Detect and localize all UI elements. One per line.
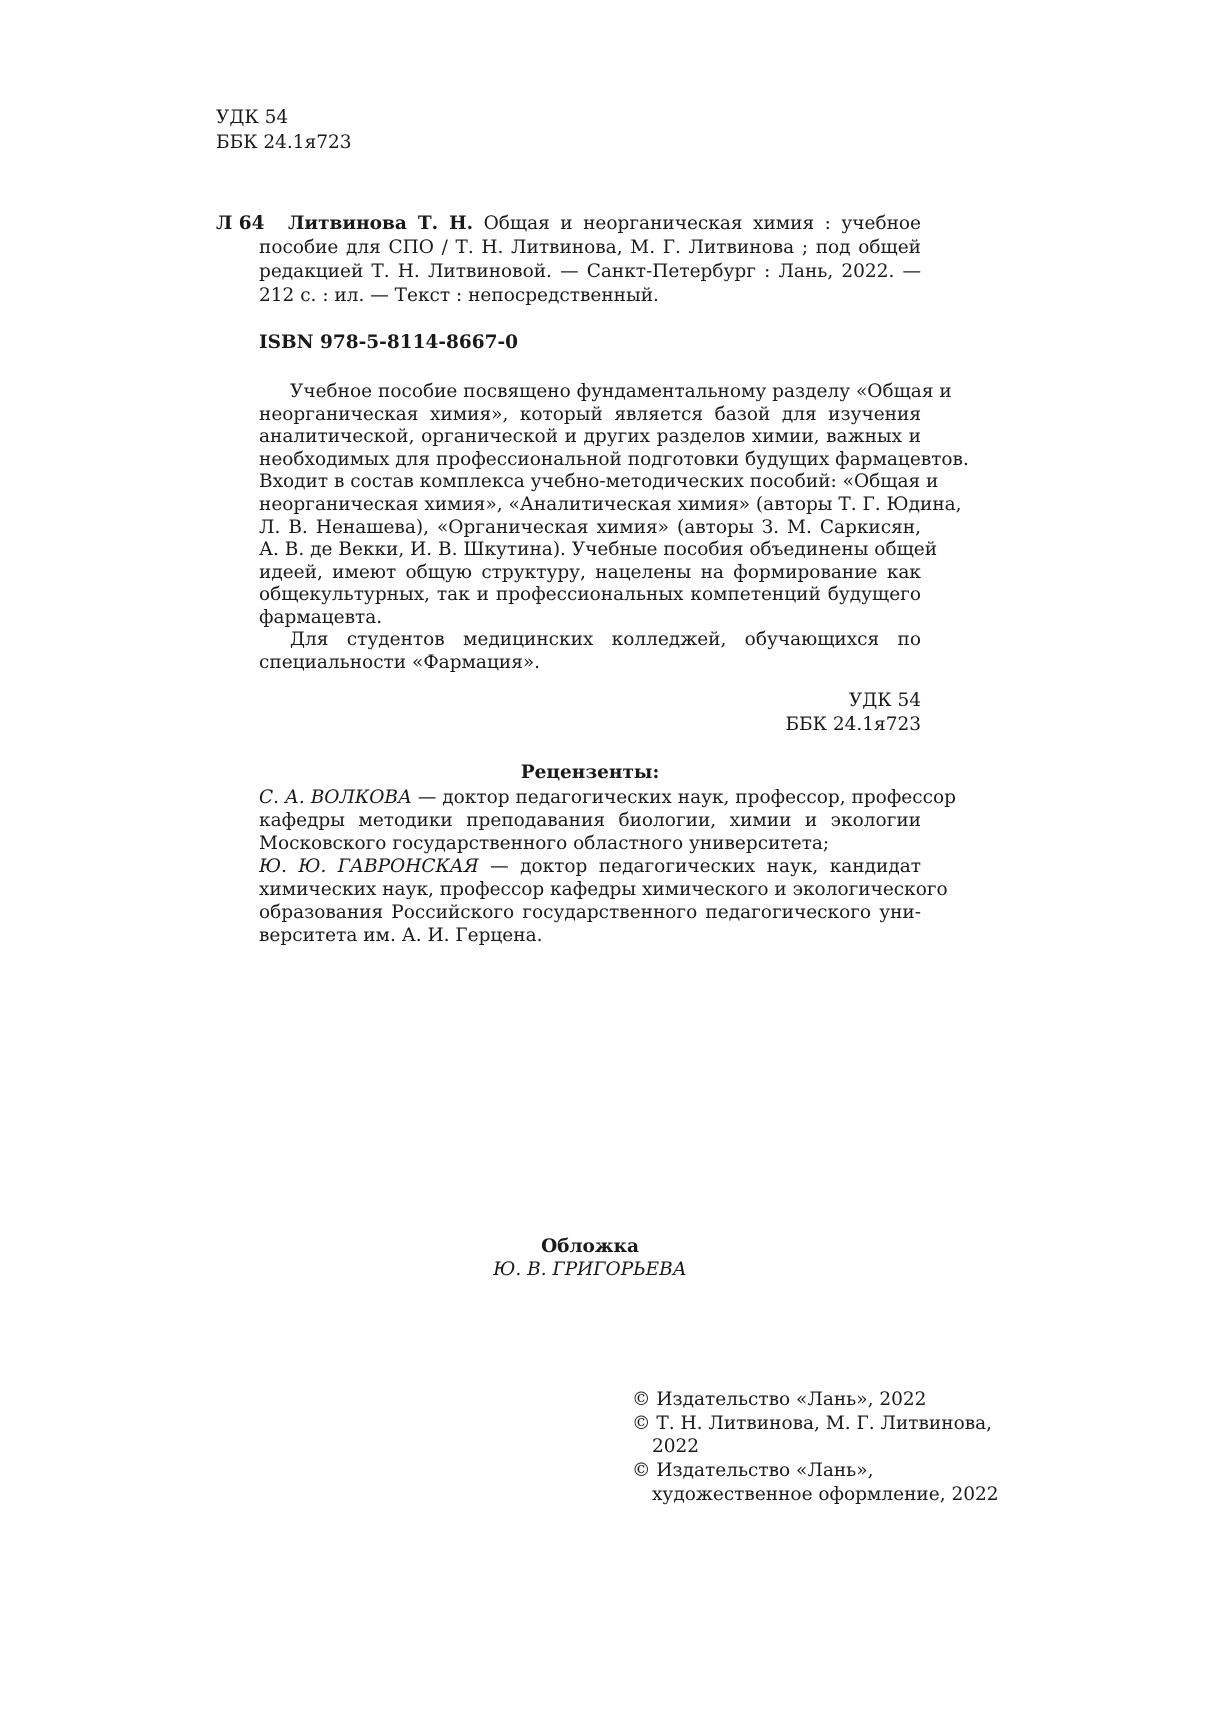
record-line-2: пособие для СПО / Т. Н. Литвинова, М. Г. Литвинова ; под общей (259, 237, 921, 258)
bbk-top: ББК 24.1я723 (216, 132, 352, 153)
abstract-line: идеей, имеют общую структуру, нацелены на формирование как (259, 562, 921, 583)
udk-top: УДК 54 (216, 107, 289, 128)
abstract-line: специальности «Фармация». (259, 652, 541, 673)
record-line-3: редакцией Т. Н. Литвиновой. — Санкт-Петербург : Лань, 2022. — (259, 261, 921, 282)
reviewer-2-name: Ю. Ю. ГАВРОНСКАЯ (259, 856, 479, 877)
cover-heading: Обложка (541, 1236, 639, 1257)
abstract-line: необходимых для профессиональной подготовки будущих фармацевтов. (259, 449, 969, 470)
abstract-line: общекультурных, так и профессиональных компетенций будущего (259, 584, 921, 605)
reviewer-2-line-3: образования Российского государственного педагогического уни- (259, 902, 921, 923)
reviewer-2-desc: — доктор педагогических наук, кандидат (490, 856, 922, 877)
abstract-line: Для студентов медицинских колледжей, обучающихся по (290, 629, 921, 650)
record-author: Литвинова Т. Н. (288, 213, 474, 234)
record-line-4: 212 с. : ил. — Текст : непосредственный. (259, 285, 659, 306)
reviewer-1-desc: — доктор педагогических наук, профессор, профессор (417, 787, 956, 808)
reviewer-1-name: С. А. ВОЛКОВА (259, 787, 412, 808)
copyright-2-line-2: 2022 (652, 1436, 700, 1457)
udk-right: УДК 54 (848, 690, 921, 711)
record-code: Л 64 (216, 213, 265, 234)
abstract-line: Входит в состав комплекса учебно-методических пособий: «Общая и (259, 471, 939, 492)
reviewer-2-line-1 (259, 855, 921, 878)
reviewers-heading: Рецензенты: (520, 762, 660, 783)
reviewer-1-line-1 (259, 786, 956, 809)
reviewer-1-line-2: кафедры методики преподавания биологии, химии и экологии (259, 810, 921, 831)
copyright-3-line-2: художественное оформление, 2022 (652, 1484, 999, 1505)
cover-designer: Ю. В. ГРИГОРЬЕВА (493, 1259, 687, 1280)
copyright-3-line-1: © Издательство «Лань», (632, 1460, 874, 1481)
copyright-2-line-1: © Т. Н. Литвинова, М. Г. Литвинова, (632, 1413, 993, 1434)
record-title: Общая и неорганическая химия : учебное (483, 213, 922, 234)
abstract-line: неорганическая химия», «Аналитическая химия» (авторы Т. Г. Юдина, (259, 494, 962, 515)
abstract-line: неорганическая химия», который является базой для изучения (259, 404, 921, 425)
abstract-line: аналитической, органической и других разделов химии, важных и (259, 426, 921, 447)
reviewer-2-line-4: верситета им. А. И. Герцена. (259, 925, 543, 946)
abstract-line: фармацевта. (259, 607, 383, 628)
reviewer-2-line-2: химических наук, профессор кафедры химического и экологического (259, 879, 948, 900)
record-line-1 (288, 212, 921, 235)
bbk-right: ББК 24.1я723 (785, 714, 921, 735)
abstract-line: А. В. де Векки, И. В. Шкутина). Учебные пособия объединены общей (259, 539, 938, 560)
abstract-line: Учебное пособие посвящено фундаментальному разделу «Общая и (290, 381, 952, 402)
abstract-line: Л. В. Ненашева), «Органическая химия» (авторы З. М. Саркисян, (259, 517, 921, 538)
isbn: ISBN 978-5-8114-8667-0 (259, 332, 519, 353)
reviewer-1-line-3: Московского государственного областного университета; (259, 833, 830, 854)
copyright-1: © Издательство «Лань», 2022 (632, 1389, 927, 1410)
